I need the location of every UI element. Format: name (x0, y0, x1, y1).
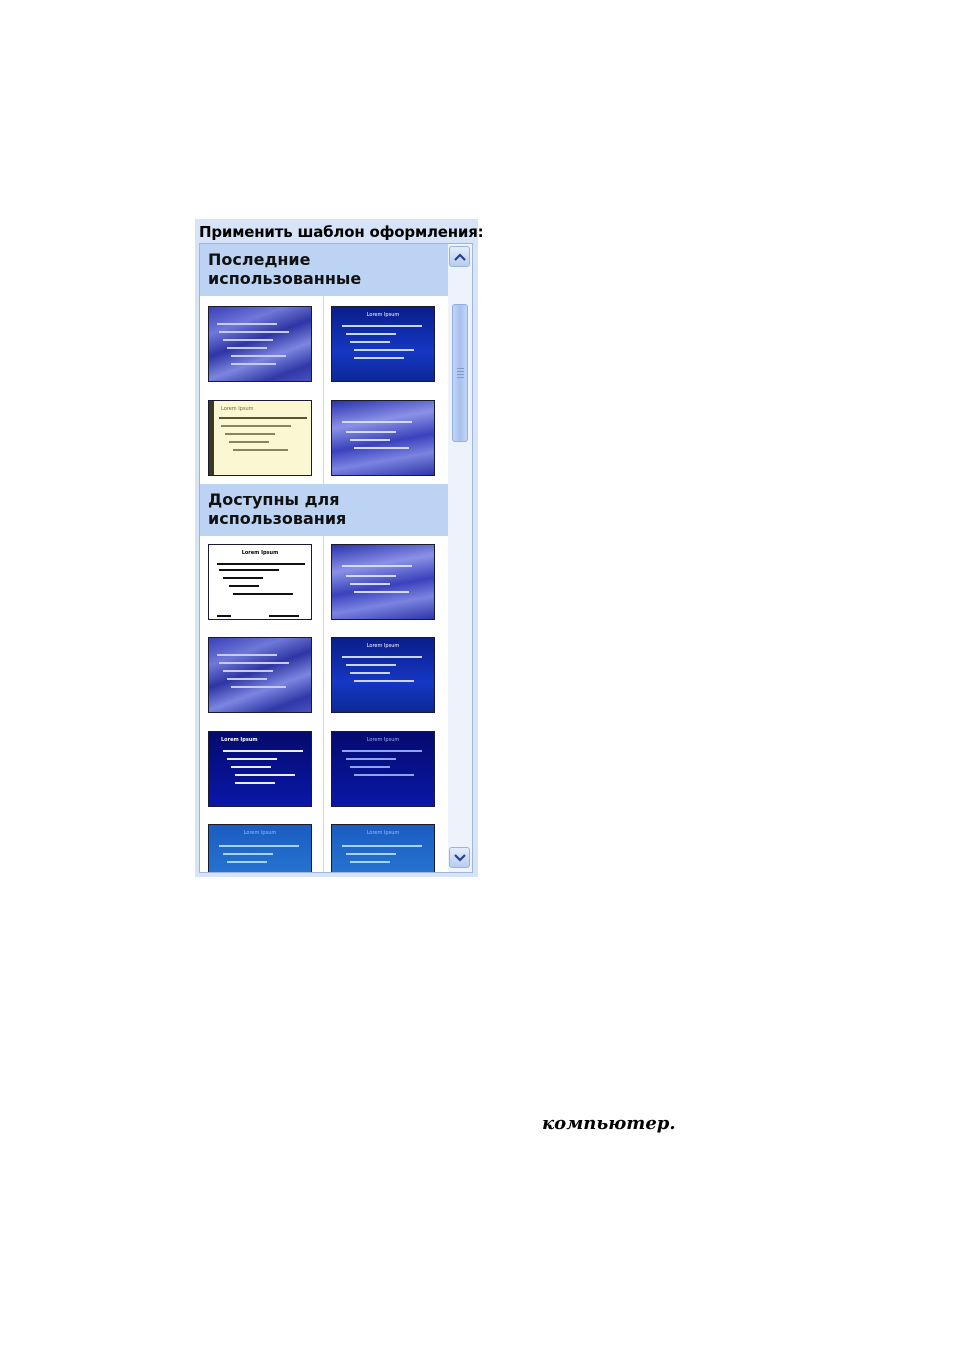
chevron-down-icon (454, 853, 466, 863)
template-thumbnail[interactable] (208, 544, 312, 620)
thumbnail-title: Lorem Ipsum (221, 406, 254, 412)
caption-text: компьютер. (542, 1113, 676, 1134)
column-divider (323, 244, 324, 872)
template-thumbnail[interactable] (208, 637, 312, 713)
pane-title: Применить шаблон оформления: (199, 223, 484, 241)
template-thumbnail[interactable] (331, 306, 435, 382)
template-gallery[interactable] (199, 243, 473, 873)
section-header-recent: Последние использованные (200, 244, 448, 296)
scrollbar-thumb[interactable] (452, 304, 468, 442)
template-thumbnail[interactable] (331, 731, 435, 807)
thumbnail-title: Lorem Ipsum (366, 737, 400, 743)
scroll-down-button[interactable] (449, 847, 470, 868)
template-thumbnail[interactable] (331, 544, 435, 620)
template-thumbnail[interactable] (208, 731, 312, 807)
scroll-up-button[interactable] (449, 246, 470, 267)
thumbnail-title: Lorem Ipsum (241, 550, 279, 556)
design-template-pane (195, 219, 484, 877)
template-thumbnail[interactable] (331, 824, 435, 872)
chevron-up-icon (454, 252, 466, 262)
gallery-content (200, 244, 448, 872)
thumbnail-title: Lorem Ipsum (366, 643, 400, 649)
thumbnail-title: Lorem Ipsum (243, 830, 277, 836)
thumbnail-title: Lorem Ipsum (366, 830, 400, 836)
thumbnail-title: Lorem Ipsum (366, 312, 400, 318)
template-thumbnail[interactable] (331, 637, 435, 713)
template-thumbnail[interactable] (208, 306, 312, 382)
template-thumbnail[interactable] (331, 400, 435, 476)
template-thumbnail[interactable] (208, 400, 312, 476)
template-thumbnail[interactable] (208, 824, 312, 872)
section-header-available: Доступны для использования (200, 484, 448, 536)
thumbnail-title: Lorem Ipsum (221, 737, 258, 743)
vertical-scrollbar[interactable] (448, 244, 472, 872)
